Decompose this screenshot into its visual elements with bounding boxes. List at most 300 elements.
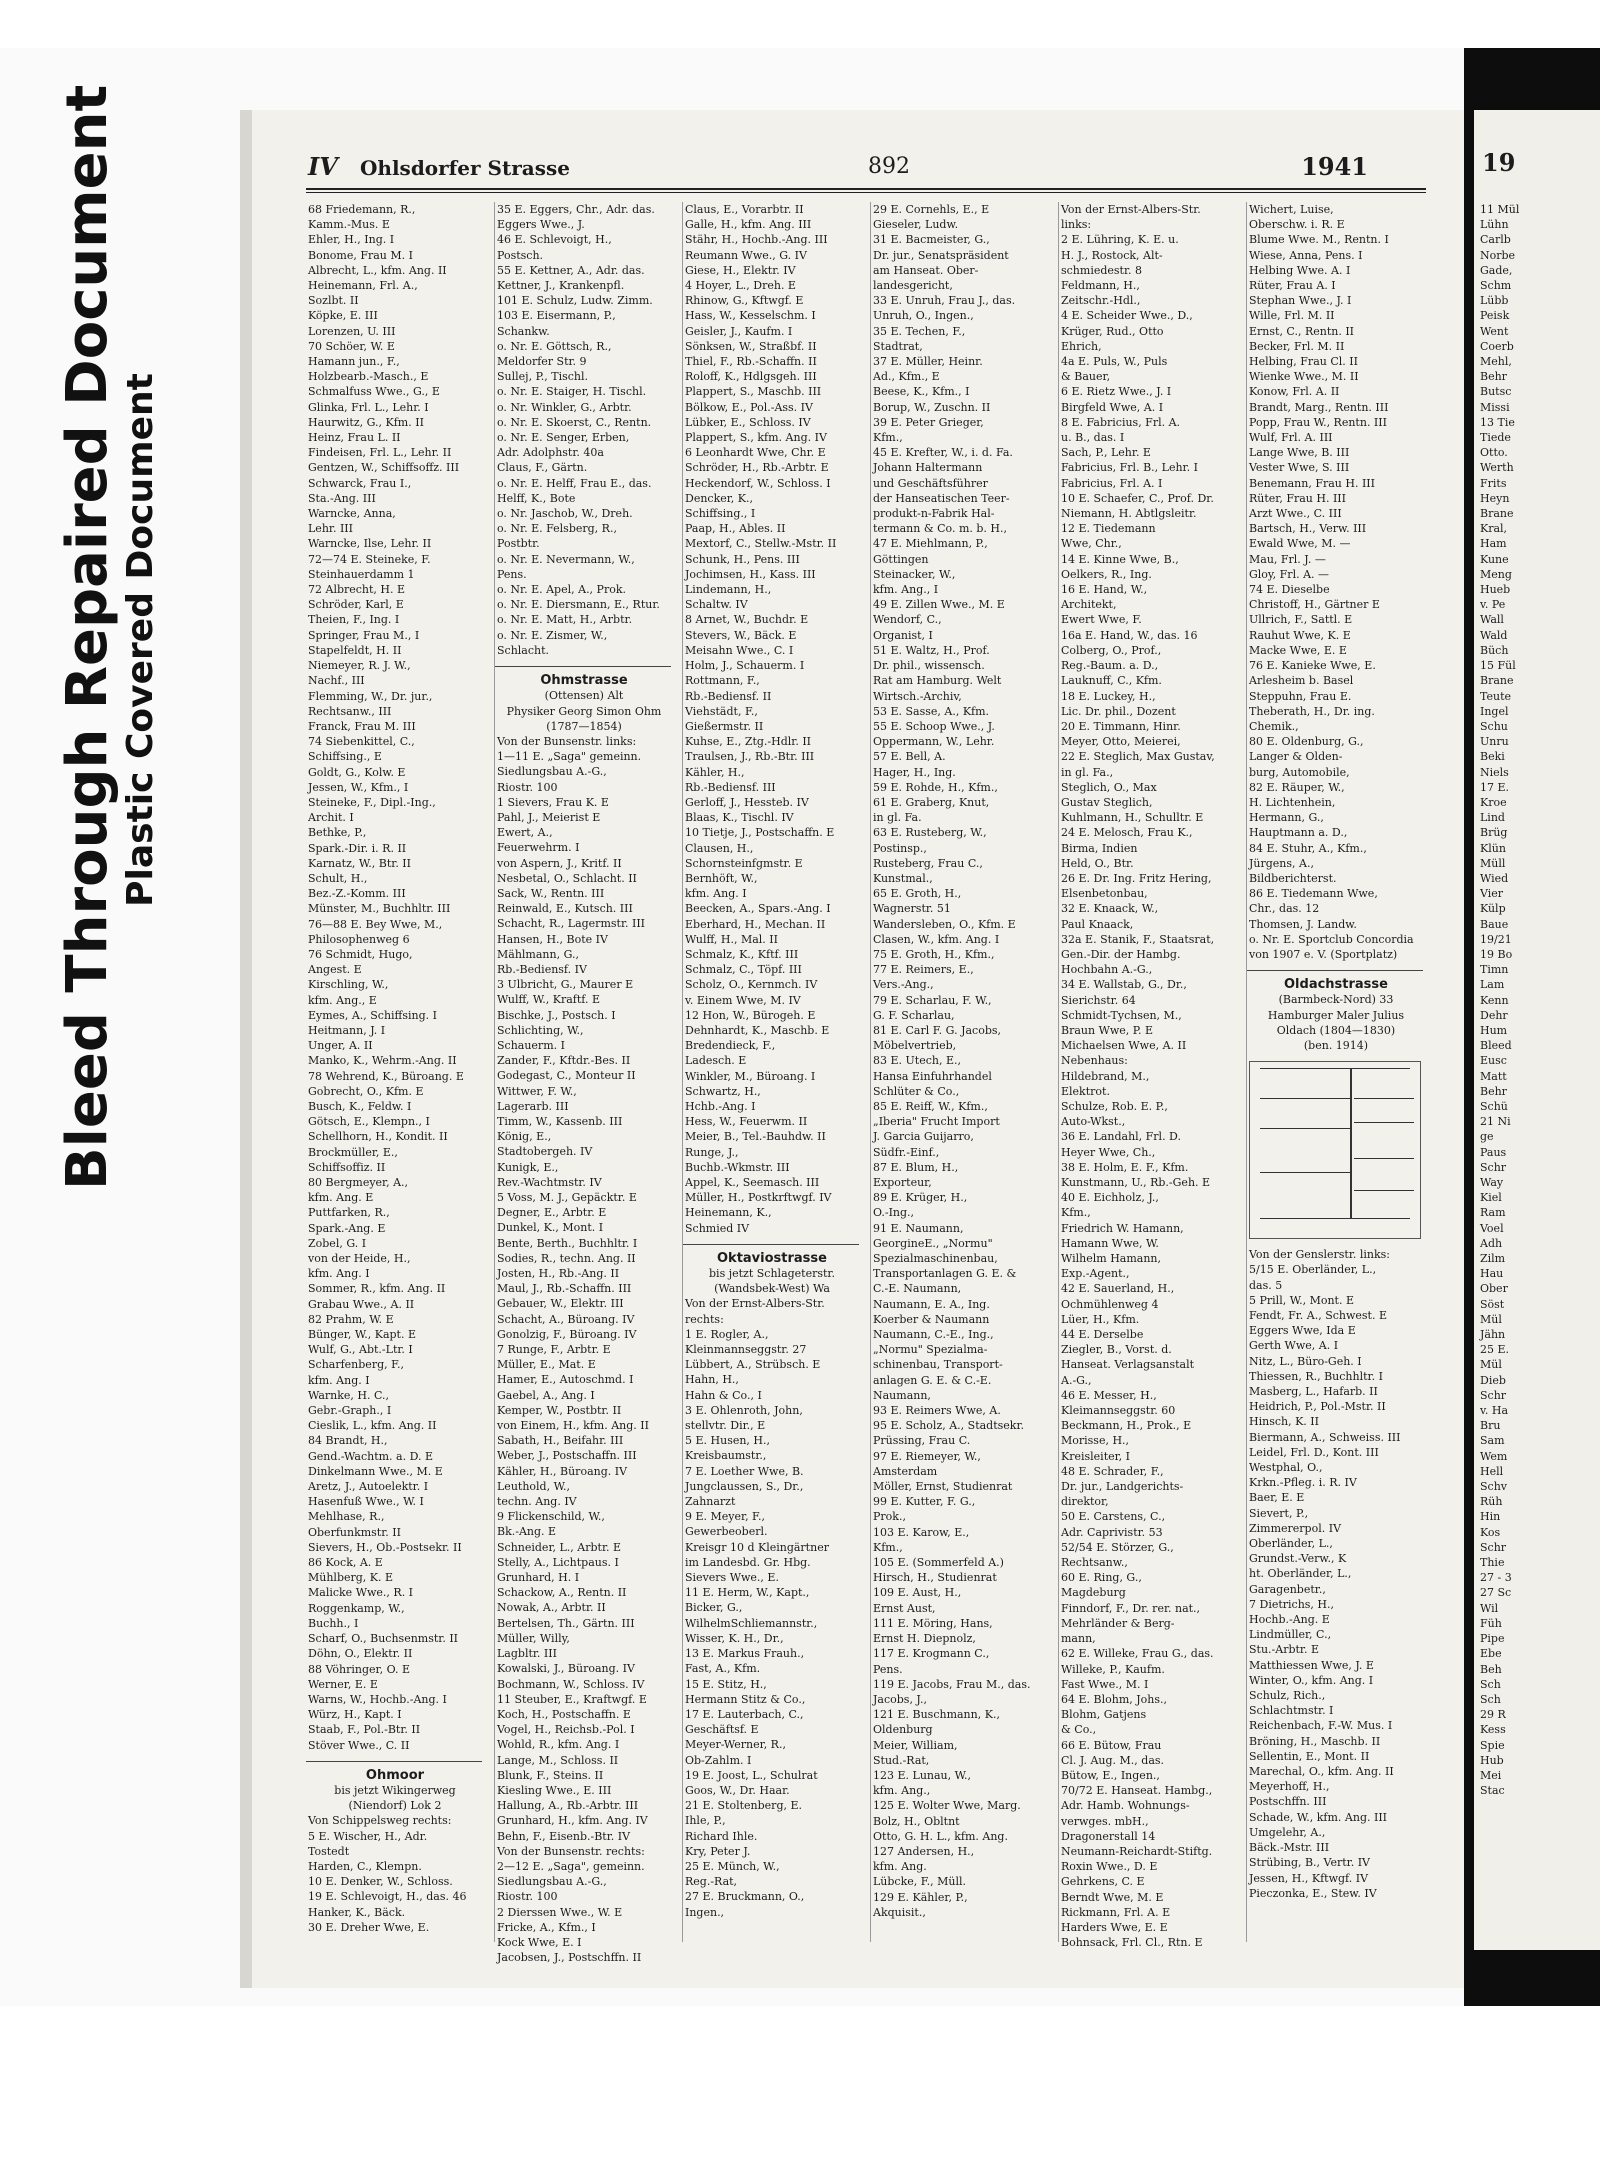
adjacent-line: Otto. [1480, 446, 1508, 460]
directory-line: 97 E. Riemeyer, W., [873, 1449, 981, 1463]
directory-line: 32a E. Stanik, F., Staatsrat, [1061, 932, 1215, 946]
column-5 [1058, 202, 1235, 1950]
directory-line: von der Heide, H., [308, 1252, 411, 1266]
adjacent-line: Thie [1480, 1556, 1505, 1570]
directory-line: Beecken, A., Spars.-Ang. I [685, 902, 831, 916]
directory-line: Clausen, H., [685, 841, 754, 855]
directory-line: Dencker, K., [685, 491, 754, 505]
year-label: 1941 [1301, 152, 1368, 181]
directory-line: Schellhorn, H., Kondit. II [308, 1130, 448, 1144]
directory-line: Gen.-Dir. der Hambg. [1061, 947, 1181, 961]
directory-line: ht. Oberländer, L., [1249, 1567, 1352, 1581]
street-heading-entry: Oktaviostrasse [683, 1244, 859, 1266]
directory-line: Fabricius, Frl. A. I [1061, 476, 1163, 490]
directory-line: Grunhard, H., kfm. Ang. IV [497, 1814, 648, 1828]
directory-line: Stapelfeldt, H. II [308, 643, 402, 657]
adjacent-line: Werth [1480, 461, 1514, 475]
directory-line: 52/54 E. Störzer, G., [1061, 1540, 1174, 1554]
directory-line: Franck, Frau M. III [308, 719, 416, 733]
directory-line: Von der Bunsenstr. rechts: [497, 1844, 645, 1858]
directory-line: Scholz, O., Kernmch. IV [685, 978, 818, 992]
directory-line: Grabau Wwe., A. II [308, 1297, 415, 1311]
adjacent-line: Lam [1480, 978, 1505, 992]
directory-line: Haurwitz, G., Kfm. II [308, 415, 424, 429]
label-plastic-covered: Plastic Covered Document [120, 373, 161, 907]
directory-line: Mählmann, G., [497, 947, 579, 961]
directory-line: 14 E. Kinne Wwe, B., [1061, 552, 1179, 566]
directory-line: kfm. Ang., [873, 1784, 931, 1798]
directory-line: Lübcke, F., Müll. [873, 1875, 967, 1889]
directory-line: Sack, W., Rentn. III [497, 886, 605, 900]
directory-line: 12 Hon, W., Bürogeh. E [685, 1008, 816, 1022]
columns [306, 202, 1426, 1965]
directory-line: kfm. Ang., E [308, 993, 377, 1007]
directory-line: Münster, M., Buchhltr. III [308, 902, 451, 916]
directory-line: 50 E. Carstens, C., [1061, 1510, 1166, 1524]
directory-line: Koch, H., Postschaffn. E [497, 1707, 631, 1721]
directory-line: Kamm.-Mus. E [308, 218, 390, 232]
directory-line: Gerth Wwe, A. I [1249, 1339, 1339, 1353]
directory-line: G. F. Scharlau, [873, 1008, 955, 1022]
directory-line: 59 E. Rohde, H., Kfm., [873, 780, 998, 794]
directory-line: & Bauer, [1061, 370, 1111, 384]
directory-line: kfm. Ang. E [308, 1191, 374, 1205]
street-subheading: (Wandsbek-West) Wa [714, 1282, 830, 1296]
directory-line: 74 Siebenkittel, C., [308, 735, 415, 749]
directory-line: Hauptmann a. D., [1249, 826, 1348, 840]
directory-line: 86 Kock, A. E [308, 1556, 383, 1570]
directory-line: 9 Flickenschild, W., [497, 1510, 605, 1524]
directory-line: 1 Sievers, Frau K. E [497, 795, 609, 809]
directory-line: 129 E. Kähler, P., [873, 1890, 968, 1904]
directory-line: 2 E. Lühring, K. E. u. [1061, 233, 1179, 247]
adjacent-line: Spie [1480, 1738, 1505, 1752]
directory-line: Transportanlagen G. E. & [873, 1267, 1017, 1281]
page-number: 892 [868, 154, 910, 179]
directory-line: Schmalfuss Wwe., G., E [308, 385, 440, 399]
adjacent-line: Hell [1480, 1464, 1504, 1478]
directory-line: Schmied IV [685, 1221, 750, 1235]
directory-line: 63 E. Rusteberg, W., [873, 826, 987, 840]
directory-line: 26 E. Dr. Ing. Fritz Hering, [1061, 871, 1212, 885]
adjacent-line: Teute [1480, 689, 1512, 703]
directory-line: Kettner, J., Krankenpfl. [497, 279, 625, 293]
directory-line: Kähler, H., Büroang. IV [497, 1464, 628, 1478]
directory-line: Baer, E. E [1249, 1491, 1305, 1505]
directory-line: 95 E. Scholz, A., Stadtsekr. [873, 1419, 1025, 1433]
directory-line: 99 E. Kutter, F. G., [873, 1495, 976, 1509]
directory-line: Kleinmannseggstr. 27 [685, 1343, 807, 1357]
directory-line: Zobel, G. I [308, 1236, 367, 1250]
directory-line: 60 E. Ring, G., [1061, 1571, 1142, 1585]
directory-line: Wohld, R., kfm. Ang. I [497, 1738, 620, 1752]
adjacent-line: Wem [1480, 1449, 1508, 1463]
directory-line: 16a E. Hand, W., das. 16 [1061, 628, 1198, 642]
directory-line: Helff, K., Bote [497, 491, 576, 505]
street-subheading: (1787—1854) [546, 719, 622, 733]
directory-line: Gloy, Frl. A. — [1249, 567, 1330, 581]
directory-line: Berndt Wwe, M. E [1061, 1890, 1164, 1904]
directory-line: Bischke, J., Postsch. I [497, 1008, 616, 1022]
directory-line: Postbtr. [497, 537, 540, 551]
directory-line: 22 E. Steglich, Max Gustav, [1061, 750, 1215, 764]
directory-line: Jacobs, J., [873, 1692, 927, 1706]
directory-line: Karnatz, W., Btr. II [308, 856, 411, 870]
adjacent-line: Brane [1480, 674, 1514, 688]
directory-line: Viehstädt, F., [685, 704, 758, 718]
adjacent-line: Ober [1480, 1282, 1508, 1296]
directory-line: Elektrot. [1061, 1084, 1110, 1098]
directory-line: 91 E. Naumann, [873, 1221, 964, 1235]
directory-line: Kreisbaumstr., [685, 1449, 767, 1463]
directory-line: 87 E. Blum, H., [873, 1160, 959, 1174]
directory-line: Chemik., [1249, 719, 1299, 733]
directory-line: Gieseler, Ludw. [873, 218, 959, 232]
directory-line: Oberländer, L., [1249, 1537, 1333, 1551]
directory-line: 11 Steuber, E., Kraftwgf. E [497, 1692, 647, 1706]
adjacent-line: v. Ha [1480, 1404, 1509, 1418]
directory-line: Blume Wwe. M., Rentn. I [1249, 233, 1389, 247]
directory-line: Holm, J., Schauerm. I [685, 659, 805, 673]
directory-line: Schulz, Rich., [1249, 1689, 1326, 1703]
directory-line: Adr. Adolphstr. 40a [497, 446, 604, 460]
directory-line: Braun Wwe, P. E [1061, 1023, 1153, 1037]
directory-line: Philosophenweg 6 [308, 932, 410, 946]
directory-line: 15 E. Stitz, H., [685, 1677, 767, 1691]
directory-line: 5 E. Wischer, H., Adr. [308, 1829, 428, 1843]
directory-line: Kunstmann, U., Rb.-Geh. E [1061, 1176, 1211, 1189]
directory-line: Ernst H. Diepnolz, [873, 1632, 976, 1646]
directory-line: 64 E. Blohm, Johs., [1061, 1692, 1168, 1706]
directory-line: Schankw. [497, 324, 550, 338]
directory-line: 72 Albrecht, H. E [308, 583, 406, 597]
directory-line: Birma, Indien [1061, 841, 1138, 855]
directory-line: Vester Wwe, S. III [1249, 461, 1350, 475]
directory-line: Rb.-Bediensf. IV [497, 962, 587, 976]
directory-line: Kleimannseggstr. 60 [1061, 1404, 1176, 1418]
adjacent-line: Hum [1480, 1023, 1508, 1037]
adjacent-line: Wil [1480, 1601, 1499, 1615]
directory-line: 7 E. Loether Wwe, B. [685, 1464, 804, 1478]
directory-line: Jacobsen, J., Postschffn. II [497, 1951, 642, 1965]
head-rule [306, 188, 1426, 190]
directory-line: 7 Runge, F., Arbtr. E [497, 1343, 611, 1357]
directory-line: Hamer, E., Autoschmd. I [497, 1373, 634, 1387]
directory-line: Hamann Wwe, W. [1061, 1236, 1159, 1250]
adjacent-line: Kral, [1480, 522, 1508, 536]
adjacent-line: Pipe [1480, 1632, 1505, 1646]
adjacent-line: Schr [1480, 1540, 1507, 1554]
adjacent-line: Unru [1480, 735, 1509, 749]
directory-line: Ernst, C., Rentn. II [1249, 324, 1355, 338]
directory-line: termann & Co. m. b. H., [873, 522, 1008, 536]
directory-line: Chr., das. 12 [1249, 902, 1320, 916]
directory-line: Gustav Steglich, [1061, 795, 1153, 809]
directory-line: Roggenkamp, W., [308, 1601, 405, 1615]
directory-line: o. Nr. E. Skoerst, C., Rentn. [497, 415, 652, 429]
adjacent-line: Coerb [1480, 339, 1514, 353]
directory-line: Schacht, R., Lagermstr. III [497, 917, 646, 931]
directory-line: Oelkers, R., Ing. [1061, 567, 1152, 581]
directory-line: Warncke, Ilse, Lehr. II [308, 537, 432, 551]
directory-line: Lauknuff, C., Kfm. [1061, 674, 1162, 688]
directory-line: Sommer, R., kfm. Ang. II [308, 1282, 446, 1296]
directory-line: 84 Brandt, H., [308, 1434, 388, 1448]
directory-line: Sievert, P., [1249, 1506, 1309, 1520]
directory-line: Kirschling, W., [308, 978, 389, 992]
directory-line: Bernhöft, W., [685, 871, 758, 885]
directory-line: Geisler, J., Kaufm. I [685, 324, 793, 338]
adjacent-line: Way [1480, 1176, 1504, 1189]
directory-line: 39 E. Peter Grieger, [873, 415, 984, 429]
directory-line: 48 E. Schrader, F., [1061, 1464, 1164, 1478]
directory-line: Lagerarb. III [497, 1099, 569, 1113]
adjacent-line: Ram [1480, 1206, 1506, 1220]
directory-line: Amsterdam [873, 1464, 938, 1478]
directory-line: Clasen, W., kfm. Ang. I [873, 932, 1000, 946]
directory-line: Ochmühlenweg 4 [1061, 1297, 1159, 1311]
directory-line: Wichert, Luise, [1249, 203, 1334, 216]
directory-line: das. 5 [1249, 1278, 1283, 1292]
directory-line: 93 E. Reimers Wwe, A. [873, 1404, 1001, 1418]
directory-line: kfm. Ang. I [685, 887, 747, 901]
directory-line: Steglich, O., Max [1061, 780, 1157, 794]
directory-line: 16 E. Hand, W., [1061, 583, 1148, 597]
directory-line: Popp, Frau W., Rentn. III [1249, 415, 1387, 429]
directory-line: Wirtsch.-Archiv, [873, 689, 962, 703]
directory-line: Jungclaussen, S., Dr., [685, 1479, 804, 1493]
directory-line: H. Lichtenhein, [1249, 795, 1336, 809]
directory-line: o. Nr. Winkler, G., Arbtr. [497, 400, 632, 414]
directory-line: Feuerwehrm. I [497, 841, 580, 855]
directory-line: Ingen., [685, 1905, 725, 1919]
directory-line: Johann Haltermann [873, 461, 983, 475]
directory-line: Archit. I [308, 811, 354, 825]
directory-line: 42 E. Sauerland, H., [1061, 1282, 1175, 1296]
directory-line: Spark.-Ang. E [308, 1221, 386, 1235]
directory-line: Hanker, K., Bäck. [308, 1905, 406, 1919]
directory-line: 30 E. Dreher Wwe, E. [308, 1920, 430, 1934]
adjacent-line: Kos [1480, 1525, 1501, 1539]
directory-line: Aretz, J., Autoelektr. I [308, 1480, 429, 1494]
directory-line: Thiel, F., Rb.-Schaffn. II [685, 355, 817, 369]
directory-line: Rechtsanw., III [308, 704, 392, 718]
adjacent-line: Wall [1480, 613, 1504, 627]
street-subheading: (ben. 1914) [1303, 1038, 1369, 1052]
directory-line: Möller, Ernst, Studienrat [873, 1480, 1013, 1494]
directory-line: Ad., Kfm., E [873, 370, 940, 384]
adjacent-line: Schv [1480, 1480, 1507, 1494]
adjacent-line: Carlb [1480, 233, 1511, 247]
directory-line: Dr. phil., wissensch. [873, 659, 985, 673]
directory-line: von Einem, H., kfm. Ang. II [497, 1419, 649, 1433]
adjacent-line: Hueb [1480, 583, 1511, 597]
directory-line: 9 E. Meyer, F., [685, 1510, 765, 1524]
adjacent-line: Vier [1480, 887, 1504, 901]
directory-line: Rauhut Wwe, K. E [1249, 628, 1351, 642]
directory-line: verwges. mbH., [1061, 1814, 1149, 1828]
adjacent-line: Zilm [1480, 1252, 1506, 1266]
adjacent-line: v. Pe [1480, 598, 1506, 612]
directory-line: Birgfeld Wwe, A. I [1061, 400, 1164, 414]
directory-line: Ewert, A., [497, 826, 553, 840]
directory-line: anlagen G. E. & C.-E. [873, 1373, 992, 1387]
directory-line: Lübker, E., Schloss. IV [685, 415, 811, 429]
directory-line: O.-Ing., [873, 1206, 915, 1220]
directory-line: von 1907 e. V. (Sportplatz) [1249, 947, 1398, 961]
directory-line: Paul Knaack, [1061, 917, 1134, 931]
adjacent-line: Peisk [1480, 309, 1510, 323]
directory-line: Kfm., [1061, 1206, 1091, 1220]
adjacent-line: Gade, [1480, 263, 1513, 277]
adjacent-line: Jähn [1480, 1328, 1506, 1342]
directory-line: 66 E. Bütow, Frau [1061, 1738, 1162, 1752]
adjacent-line: 29 R [1480, 1708, 1506, 1722]
directory-line: Architekt, [1061, 598, 1117, 612]
adjacent-line: Schr [1480, 1388, 1507, 1402]
directory-line: Dr. jur., Senatspräsident [873, 248, 1009, 262]
adjacent-line: Hin [1480, 1510, 1501, 1524]
directory-line: Hansa Einfuhrhandel [873, 1069, 992, 1083]
directory-line: Stephan Wwe., J. I [1249, 294, 1352, 308]
directory-line: Wilhelm Hamann, [1061, 1252, 1161, 1266]
adjacent-line: Butsc [1480, 385, 1512, 399]
directory-line: 13 E. Markus Frauh., [685, 1647, 805, 1661]
directory-line: Gend.-Wachtm. a. D. E [308, 1449, 434, 1463]
directory-line: Macke Wwe, E. E [1249, 643, 1347, 657]
directory-line: Reumann Wwe., G. IV [685, 248, 807, 262]
adjacent-line: Behr [1480, 1084, 1507, 1098]
directory-line: Koerber & Naumann [873, 1312, 990, 1326]
directory-line: Gobrecht, O., Kfm. E [308, 1084, 424, 1098]
directory-line: Heinemann, Frl. A., [308, 279, 418, 293]
directory-line: Rat am Hamburg. Welt [873, 674, 1002, 688]
directory-line: Flemming, W., Dr. jur., [308, 689, 433, 703]
directory-line: 40 E. Eichholz, J., [1061, 1191, 1159, 1205]
directory-line: Hahn, H., [685, 1373, 739, 1387]
directory-line: Sullej, P., Tischl. [497, 370, 588, 384]
directory-line: Becker, Frl. M. II [1249, 339, 1345, 353]
adjacent-line: Sam [1480, 1434, 1505, 1448]
directory-line: 119 E. Jacobs, Frau M., das. [873, 1677, 1031, 1691]
directory-line: 2—12 E. „Saga", gemeinn. [497, 1859, 645, 1873]
directory-line: Lüer, H., Kfm. [1061, 1312, 1140, 1326]
directory-line: Schröder, Karl, E [308, 598, 404, 612]
directory-line: Kähler, H., [685, 765, 745, 779]
directory-line: 76 Schmidt, Hugo, [308, 947, 413, 961]
directory-line: Marechal, O., kfm. Ang. II [1249, 1765, 1394, 1779]
directory-line: Brockmüller, E., [308, 1145, 398, 1159]
directory-line: Weber, J., Postschaffn. III [497, 1449, 637, 1463]
adjacent-line: Kiel [1480, 1191, 1502, 1205]
directory-line: Blaas, K., Tischl. IV [685, 811, 794, 825]
directory-line: 4 Hoyer, L., Dreh. E [685, 279, 796, 293]
directory-line: Schade, W., kfm. Ang. III [1249, 1810, 1388, 1824]
directory-line: 65 E. Groth, H., [873, 887, 962, 901]
directory-line: A.-G., [1061, 1373, 1092, 1387]
street-subheading: Physiker Georg Simon Ohm [506, 704, 662, 718]
directory-line: 77 E. Reimers, E., [873, 963, 974, 977]
directory-line: Bohnsack, Frl. Cl., Rtn. E [1061, 1936, 1203, 1950]
directory-line: Rüter, Frau A. I [1249, 279, 1336, 293]
street-heading-entry: Oldachstrasse [1247, 970, 1423, 992]
directory-line: H. J., Rostock, Alt- [1061, 248, 1163, 262]
adjacent-line: Missi [1480, 400, 1510, 414]
directory-line: Hermann Stitz & Co., [685, 1692, 806, 1706]
directory-line: 49 E. Zillen Wwe., M. E [873, 598, 1005, 612]
directory-line: 1 E. Rogler, A., [685, 1327, 769, 1341]
directory-line: 83 E. Utech, E., [873, 1054, 961, 1068]
directory-line: 125 E. Wolter Wwe, Marg. [873, 1799, 1021, 1813]
directory-line: Wagnerstr. 51 [873, 902, 951, 916]
directory-line: Nesbetal, O., Schlacht. II [497, 871, 637, 885]
directory-line: Gießermstr. II [685, 719, 764, 733]
directory-line: Scharf, O., Buchsenmstr. II [308, 1632, 459, 1646]
directory-line: 82 Prahm, W. E [308, 1312, 394, 1326]
directory-line: Harden, C., Klempn. [308, 1859, 422, 1873]
directory-line: Exporteur, [873, 1176, 932, 1189]
directory-line: Prüssing, Frau C. [873, 1434, 971, 1448]
directory-line: 1—11 E. „Saga" gemeinn. [497, 750, 642, 764]
adjacent-line: Schü [1480, 1099, 1508, 1113]
directory-line: Schneider, L., Arbtr. E [497, 1540, 622, 1554]
directory-line: Nachf., III [308, 674, 365, 688]
adjacent-line: 27 Sc [1480, 1586, 1512, 1600]
column-3 [682, 202, 859, 1942]
directory-line: Brandt, Marg., Rentn. III [1249, 400, 1389, 414]
adjacent-line: Ham [1480, 537, 1507, 551]
adjacent-line: Wald [1480, 628, 1508, 642]
directory-line: Dragonerstall 14 [1061, 1829, 1156, 1843]
directory-line: Gonolzig, F., Büroang. IV [497, 1327, 637, 1341]
column-4 [870, 202, 1047, 1942]
directory-line: 10 E. Schaefer, C., Prof. Dr. [1061, 491, 1214, 505]
adjacent-line: Frits [1480, 476, 1507, 490]
directory-line: 7 Dietrichs, H., [1249, 1597, 1335, 1611]
adjacent-line: Paus [1480, 1145, 1507, 1159]
adjacent-line: ge [1480, 1130, 1494, 1144]
directory-line: Blunk, F., Steins. II [497, 1768, 604, 1782]
directory-line: Spezialmaschinenbau, [873, 1252, 998, 1266]
directory-line: Magdeburg [1061, 1586, 1126, 1600]
adjacent-line: Kune [1480, 552, 1509, 566]
directory-line: Jochimsen, H., Kass. III [685, 567, 816, 581]
directory-line: Lagbltr. III [497, 1647, 557, 1661]
directory-line: Eymes, A., Schiffsing. I [308, 1008, 437, 1022]
directory-line: Konow, Frl. A. II [1249, 385, 1340, 399]
street-heading: Ohlsdorfer Strasse [360, 156, 570, 180]
directory-line: Riostr. 100 [497, 1890, 558, 1904]
directory-line: Buchb.-Wkmstr. III [685, 1160, 790, 1174]
directory-line: Hass, W., Kesselschm. I [685, 309, 816, 323]
directory-line: Meier, B., Tel.-Bauhdw. II [685, 1130, 826, 1144]
directory-line: Hochbahn A.-G., [1061, 963, 1153, 977]
directory-line: 72—74 E. Steineke, F. [308, 552, 431, 566]
directory-line: Wisser, K. H., Dr., [685, 1631, 784, 1645]
directory-line: Rhinow, G., Kftwgf. E [685, 294, 804, 308]
directory-line: 55 E. Schoop Wwe., J. [873, 719, 995, 733]
directory-line: Findeisen, Frl. L., Lehr. II [308, 446, 452, 460]
directory-line: Geschäftsf. E [685, 1723, 759, 1737]
adjacent-line: Mül [1480, 1358, 1502, 1372]
directory-line: Müller, E., Mat. E [497, 1358, 596, 1372]
directory-line: Bonome, Frau M. I [308, 248, 413, 262]
directory-line: Bertelsen, Th., Gärtn. III [497, 1616, 635, 1630]
directory-line: Hildebrand, M., [1061, 1069, 1150, 1083]
directory-line: Südfr.-Einf., [873, 1145, 940, 1159]
directory-line: Malicke Wwe., R. I [308, 1586, 414, 1600]
directory-line: Timm, W., Kassenb. III [497, 1114, 623, 1128]
